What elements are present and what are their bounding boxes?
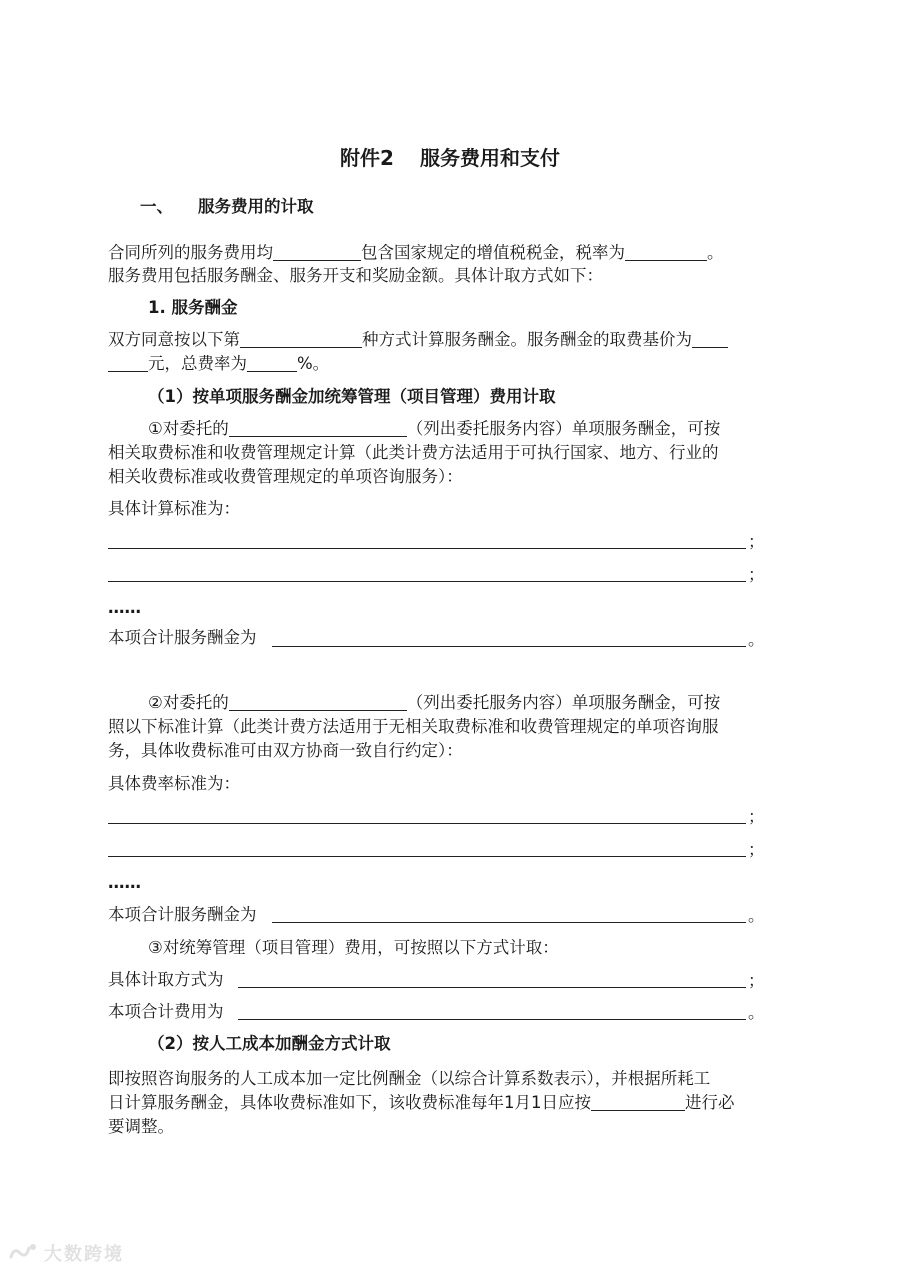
fill-in-line[interactable] [238, 987, 746, 988]
section-title: 服务费用的计取 [198, 197, 314, 216]
paragraph-line [108, 353, 788, 375]
method-heading: （2）按人工成本加酬金方式计取 [148, 1034, 391, 1053]
blank-field[interactable] [625, 243, 707, 261]
blank-field[interactable] [247, 354, 297, 372]
text-fragment: 元，总费率为 [148, 354, 247, 373]
watermark-logo [8, 1238, 124, 1268]
fill-in-line[interactable] [108, 856, 746, 857]
subsection-heading: 1. 服务酬金 [148, 298, 238, 317]
fill-in-line[interactable] [108, 823, 746, 824]
line-end-mark: ； [748, 565, 765, 584]
paragraph-line: 照以下标准计算（此类计费方法适用于无相关取费标准和收费管理规定的单项咨询服 [108, 717, 719, 736]
fill-in-line[interactable] [108, 548, 746, 549]
line-end-mark: ； [748, 971, 765, 990]
fill-in-line[interactable] [108, 581, 746, 582]
paragraph-line: 相关取费标准和收费管理规定计算（此类计费方法适用于可执行国家、地方、行业的 [108, 443, 719, 462]
ellipsis: …… [108, 873, 141, 892]
blank-field[interactable] [273, 243, 361, 261]
text-fragment: 进行必 [685, 1093, 735, 1112]
page-title [0, 144, 900, 172]
paragraph-line: 务，具体收费标准可由双方协商一致自行约定）： [108, 741, 463, 760]
paragraph-line: ③对统筹管理（项目管理）费用，可按照以下方式计取： [148, 938, 559, 957]
text-fragment: ②对委托的 [148, 693, 229, 712]
text-fragment: 包含国家规定的增值税税金，税率为 [361, 243, 625, 262]
paragraph-line [108, 242, 788, 264]
blank-field[interactable] [591, 1093, 685, 1111]
watermark-icon [8, 1241, 38, 1265]
text-fragment: （列出委托服务内容）单项服务酬金，可按 [406, 419, 721, 438]
paragraph-line [108, 329, 788, 351]
text-fragment: 双方同意按以下第 [108, 330, 240, 349]
text-fragment: 种方式计算服务酬金。服务酬金的取费基价为 [362, 330, 692, 349]
paragraph-line [148, 418, 828, 440]
blank-field[interactable] [240, 330, 362, 348]
total-fee-label: 本项合计服务酬金为 [108, 905, 257, 924]
blank-field[interactable] [229, 419, 407, 437]
section-heading [140, 196, 820, 218]
fill-in-line[interactable] [238, 1019, 746, 1020]
ellipsis: …… [108, 598, 141, 617]
line-end-mark: ； [748, 840, 765, 859]
line-end-mark: 。 [748, 906, 765, 925]
blank-field[interactable] [229, 693, 407, 711]
fill-in-line[interactable] [272, 646, 746, 647]
method-label: 具体计取方式为 [108, 970, 224, 989]
paragraph-line [148, 692, 828, 714]
paragraph-line [108, 1092, 788, 1114]
title-annex-label: 附件2 [340, 146, 394, 170]
line-end-mark: 。 [748, 630, 765, 649]
paragraph-line: 相关收费标准或收费管理规定的单项咨询服务）： [108, 467, 463, 486]
text-fragment: （列出委托服务内容）单项服务酬金，可按 [406, 693, 721, 712]
paragraph-line: 要调整。 [108, 1117, 174, 1136]
text-fragment: ①对委托的 [148, 419, 229, 438]
text-fragment: 合同所列的服务费用均 [108, 243, 273, 262]
paragraph-line: 即按照咨询服务的人工成本加一定比例酬金（以综合计算系数表示），并根据所耗工 [108, 1069, 711, 1088]
title-text: 服务费用和支付 [419, 146, 560, 170]
line-end-mark: 。 [748, 1003, 765, 1022]
total-fee-label: 本项合计服务酬金为 [108, 628, 257, 647]
line-end-mark: ； [748, 807, 765, 826]
watermark-text: 大数跨境 [44, 1244, 124, 1265]
total-cost-label: 本项合计费用为 [108, 1002, 224, 1021]
text-fragment: 日计算服务酬金，具体收费标准如下，该收费标准每年1月1日应按 [108, 1093, 591, 1112]
field-label: 具体计算标准为： [108, 499, 240, 518]
line-end-mark: ； [748, 532, 765, 551]
paragraph-line: 服务费用包括服务酬金、服务开支和奖励金额。具体计取方式如下： [108, 266, 603, 285]
field-label: 具体费率标准为： [108, 774, 240, 793]
text-fragment: %。 [297, 354, 330, 373]
blank-field[interactable] [692, 330, 728, 348]
section-number: 一、 [140, 197, 173, 216]
text-fragment: 。 [707, 243, 724, 262]
blank-field[interactable] [108, 354, 148, 372]
method-heading: （1）按单项服务酬金加统筹管理（项目管理）费用计取 [148, 387, 556, 406]
fill-in-line[interactable] [272, 922, 746, 923]
